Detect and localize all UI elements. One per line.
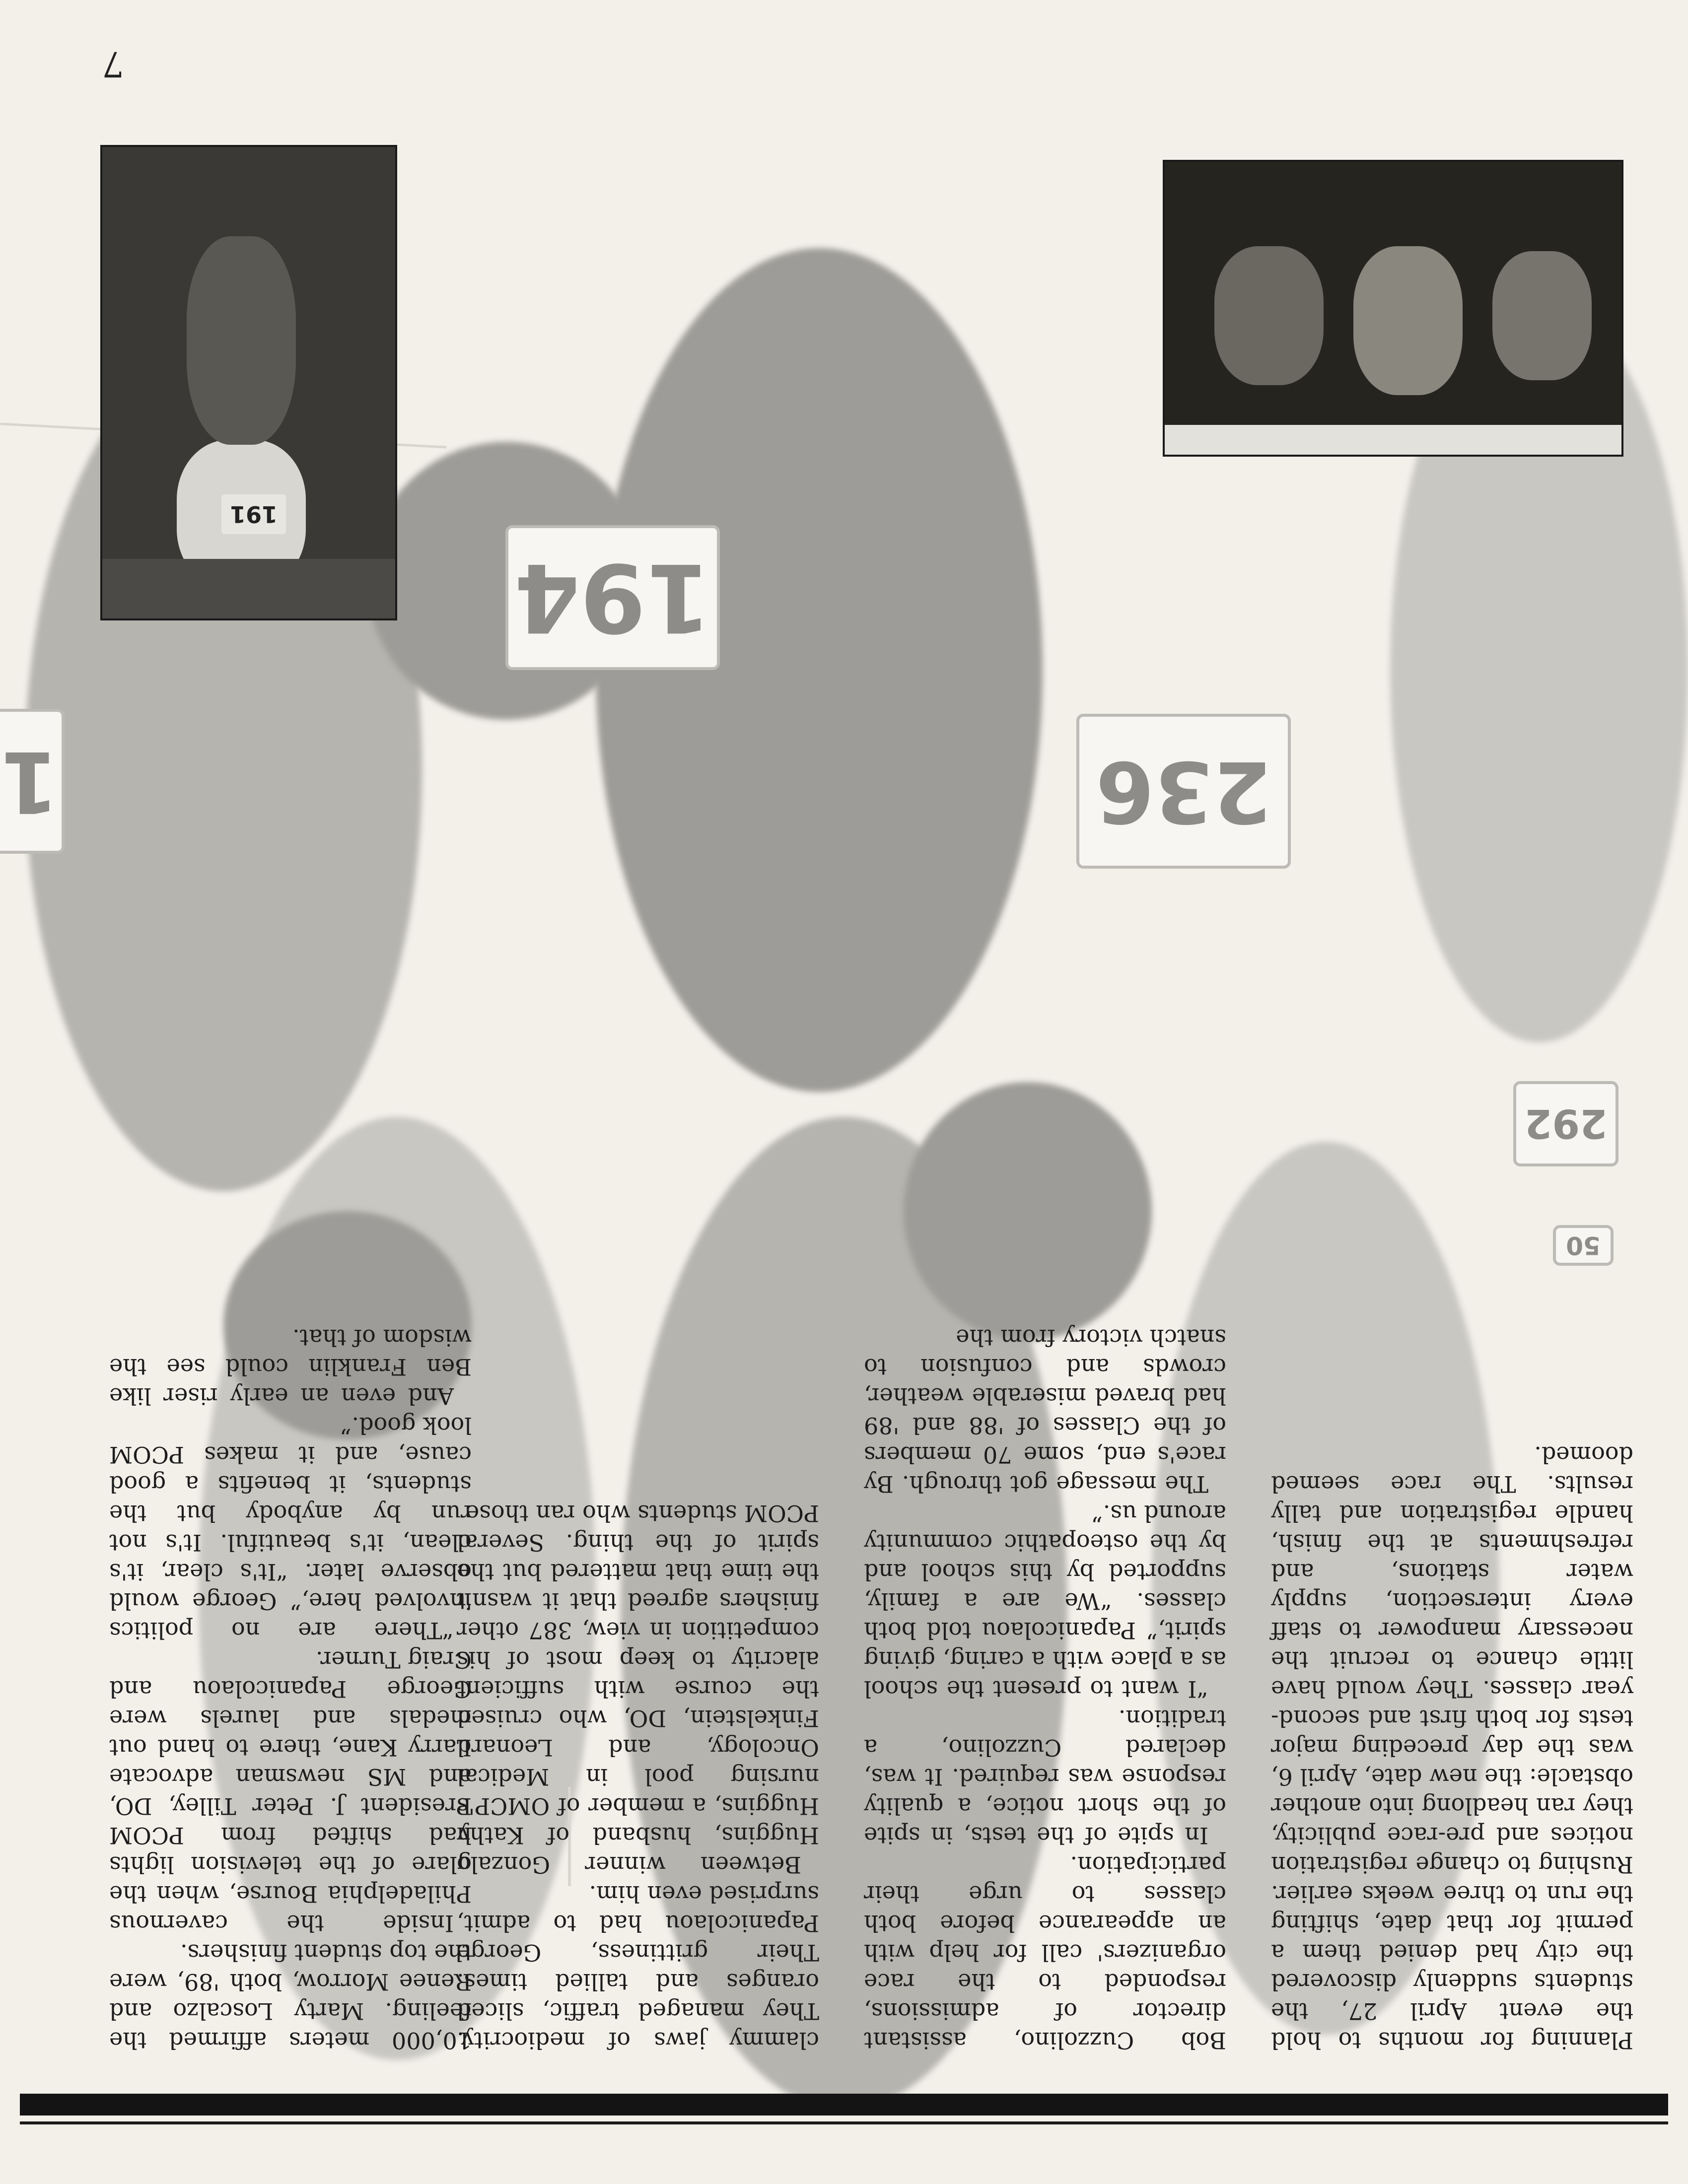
paragraph: “There are no politics involved here,” George would observe later. “It's clear, it's clean, it's beautiful. It's not run by anybody but the students, it benefits a good cause, and it makes PCOM look good.” bbox=[109, 1412, 472, 1644]
race-bib: 50 bbox=[1553, 1225, 1614, 1266]
paragraph: clammy jaws of mediocrity. They managed traffic, sliced oranges and tallied times. Their grittiness, George Papanicolaou had to admit, surprised even him. bbox=[457, 1881, 819, 2054]
paragraph: In spite of the tests, in spite of the short notice, a quality response was required. It was, declared Cuzzolino, a tradition. bbox=[864, 1705, 1226, 1849]
race-bib: 191 bbox=[221, 494, 286, 534]
article-column-4 bbox=[109, 1323, 472, 2055]
photo-tv-interview bbox=[1163, 160, 1623, 457]
runner-head bbox=[904, 1082, 1152, 1340]
paragraph: “I want to present the school as a place with a caring, giving spirit,” Papanicolaou told both classes. “We are a family, supported by this school and by the osteopathic community around us.” bbox=[864, 1500, 1226, 1703]
paragraph: The message got through. By race's end, some 70 members of the Classes of '88 and '89 had braved miserable weather, crowds and confusion to snatch victory from the bbox=[864, 1324, 1226, 1498]
paragraph: Planning for months to hold the event April 27, the students suddenly discovered the city had denied them a permit for that date, shifting the run to three weeks earlier. Rushing to change registration notices and pre-race publicity, they ran headlong into another obstacle: the new date, April 6, was the day preceding major tests for both first and second-year classes. They would have little chance to recruit the necessary manpower to staff every intersection, supply water stations, and refreshments at the finish, handle registration and tally results. The race seemed doomed. bbox=[1271, 1441, 1633, 2054]
stage-lights bbox=[1165, 425, 1621, 455]
paragraph: Bob Cuzzolino, assistant director of admissions, responded to the race organizers' call for help with an appearance before both classes to urge their participation. bbox=[864, 1851, 1226, 2054]
article-column-2 bbox=[864, 1323, 1226, 2055]
article-column-1 bbox=[1271, 1440, 1633, 2055]
person bbox=[1214, 246, 1324, 385]
runner-legs bbox=[187, 236, 296, 445]
person bbox=[1492, 251, 1592, 380]
paragraph: Between winner Gonzalo Huggins, husband of Kathy Huggins, a member of OMCP's nursing pool in Medical Oncology, and Leonard Finkelstein, DO, who cruised the course with sufficient alacrity to keep most of his competition in view, 387 other finishers agreed that it wasn't the time that mattered but the spirit of the thing. Several PCOM students who ran those bbox=[457, 1500, 819, 1878]
race-bib: 194 bbox=[505, 525, 720, 670]
crowd-background bbox=[102, 559, 395, 618]
person bbox=[1353, 246, 1463, 395]
race-bib: 236 bbox=[1076, 714, 1291, 869]
race-bib: 1 bbox=[0, 709, 65, 854]
runner-silhouette bbox=[596, 248, 1043, 1092]
article-column-3 bbox=[457, 1499, 819, 2055]
paragraph: And even an early riser like Ben Franklin could see the wisdom of that. bbox=[109, 1324, 472, 1410]
photo-runner-finish bbox=[100, 145, 397, 620]
header-rule-thin bbox=[20, 2121, 1668, 2124]
paragraph: 10,000 meters affirmed the feeling. Marty Loscalzo and Renee Morrow, both '89, were the top student finishers. bbox=[109, 1939, 472, 2054]
page-number: 7 bbox=[102, 44, 124, 84]
race-bib: 292 bbox=[1513, 1081, 1618, 1166]
header-rule-thick bbox=[20, 2094, 1668, 2116]
paragraph: Inside the cavernous Philadelphia Bourse, when the glare of the television lights had shifted from PCOM President J. Peter Tilley, DO, and MS newsman advocate Larry Kane, there to hand out medals and laurels were George Papanicolaou and Craig Turner. bbox=[109, 1646, 472, 1937]
